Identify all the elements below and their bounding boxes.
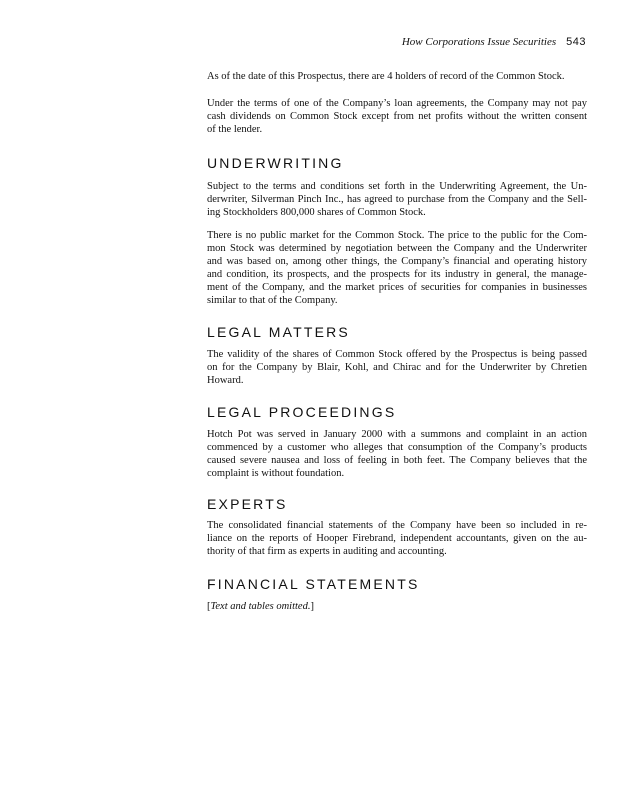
- text-line: mon Stock was determined by negotiation between the Company and the Underwriter: [207, 243, 587, 254]
- bracket-open: [: [207, 601, 211, 612]
- text-line: complaint is without foundation.: [207, 468, 345, 479]
- paragraph-dividends: [207, 97, 587, 136]
- page-number: 543: [566, 36, 586, 48]
- text-line: on for the Company by Blair, Kohl, and Chirac and for the Underwriter by Chretien: [207, 362, 587, 373]
- bracket-close: ]: [310, 601, 314, 612]
- heading-legal-proceedings: LEGAL PROCEEDINGS: [207, 404, 397, 420]
- heading-financial-statements: FINANCIAL STATEMENTS: [207, 576, 420, 592]
- text-line: Howard.: [207, 375, 244, 386]
- heading-experts: EXPERTS: [207, 496, 288, 512]
- text-line: and was based on, among other things, the Company’s financial and operating history: [207, 256, 587, 267]
- text-line: of the lender.: [207, 124, 263, 135]
- heading-underwriting: UNDERWRITING: [207, 155, 344, 171]
- omitted-text: Text and tables omitted.: [210, 601, 311, 612]
- text-line: cash dividends on Common Stock except from net profits without the written consent: [207, 111, 587, 122]
- text-line: The validity of the shares of Common Stock offered by the Prospectus is being passed: [207, 349, 587, 360]
- text-line: As of the date of this Prospectus, there are 4 holders of record of the Common Stock.: [207, 71, 565, 82]
- text-line: commenced by a customer who alleges that consumption of the Company’s products: [207, 442, 587, 453]
- paragraph-public-market: [207, 229, 587, 307]
- text-line: caused severe nausea and loss of feeling in both feet. The Company believes that the: [207, 455, 587, 466]
- text-line: Under the terms of one of the Company’s loan agreements, the Company may not pay: [207, 98, 587, 109]
- text-line: Hotch Pot was served in January 2000 with a summons and complaint in an action: [207, 429, 587, 440]
- omitted-note: [207, 600, 587, 613]
- text-line: similar to that of the Company.: [207, 295, 338, 306]
- text-line: There is no public market for the Common Stock. The price to the public for the Com-: [207, 230, 587, 241]
- text-line: The consolidated financial statements of the Company have been so included in re-: [207, 520, 587, 531]
- heading-legal-matters: LEGAL MATTERS: [207, 324, 350, 340]
- text-line: ing Stockholders 800,000 shares of Common Stock.: [207, 207, 426, 218]
- paragraph-experts: [207, 519, 587, 558]
- paragraph-legal-proceedings: [207, 428, 587, 480]
- paragraph-underwriting-agreement: [207, 180, 587, 219]
- paragraph-legal-matters: [207, 348, 587, 387]
- running-header: [402, 36, 586, 48]
- running-header-title: How Corporations Issue Securities: [401, 36, 557, 48]
- text-line: and condition, its prospects, and the prospects for its industry in general, the manage-: [207, 269, 587, 280]
- text-line: thority of that firm as experts in auditing and accounting.: [207, 546, 447, 557]
- paragraph-holders: [207, 70, 587, 83]
- text-line: Subject to the terms and conditions set forth in the Underwriting Agreement, the Un-: [207, 181, 587, 192]
- text-line: ment of the Company, and the market prices of securities for companies in businesses: [207, 282, 587, 293]
- text-line: derwriter, Silverman Pinch Inc., has agreed to purchase from the Company and the Sell-: [207, 194, 587, 205]
- text-line: liance on the reports of Hooper Firebrand, independent accountants, given on the au-: [207, 533, 587, 544]
